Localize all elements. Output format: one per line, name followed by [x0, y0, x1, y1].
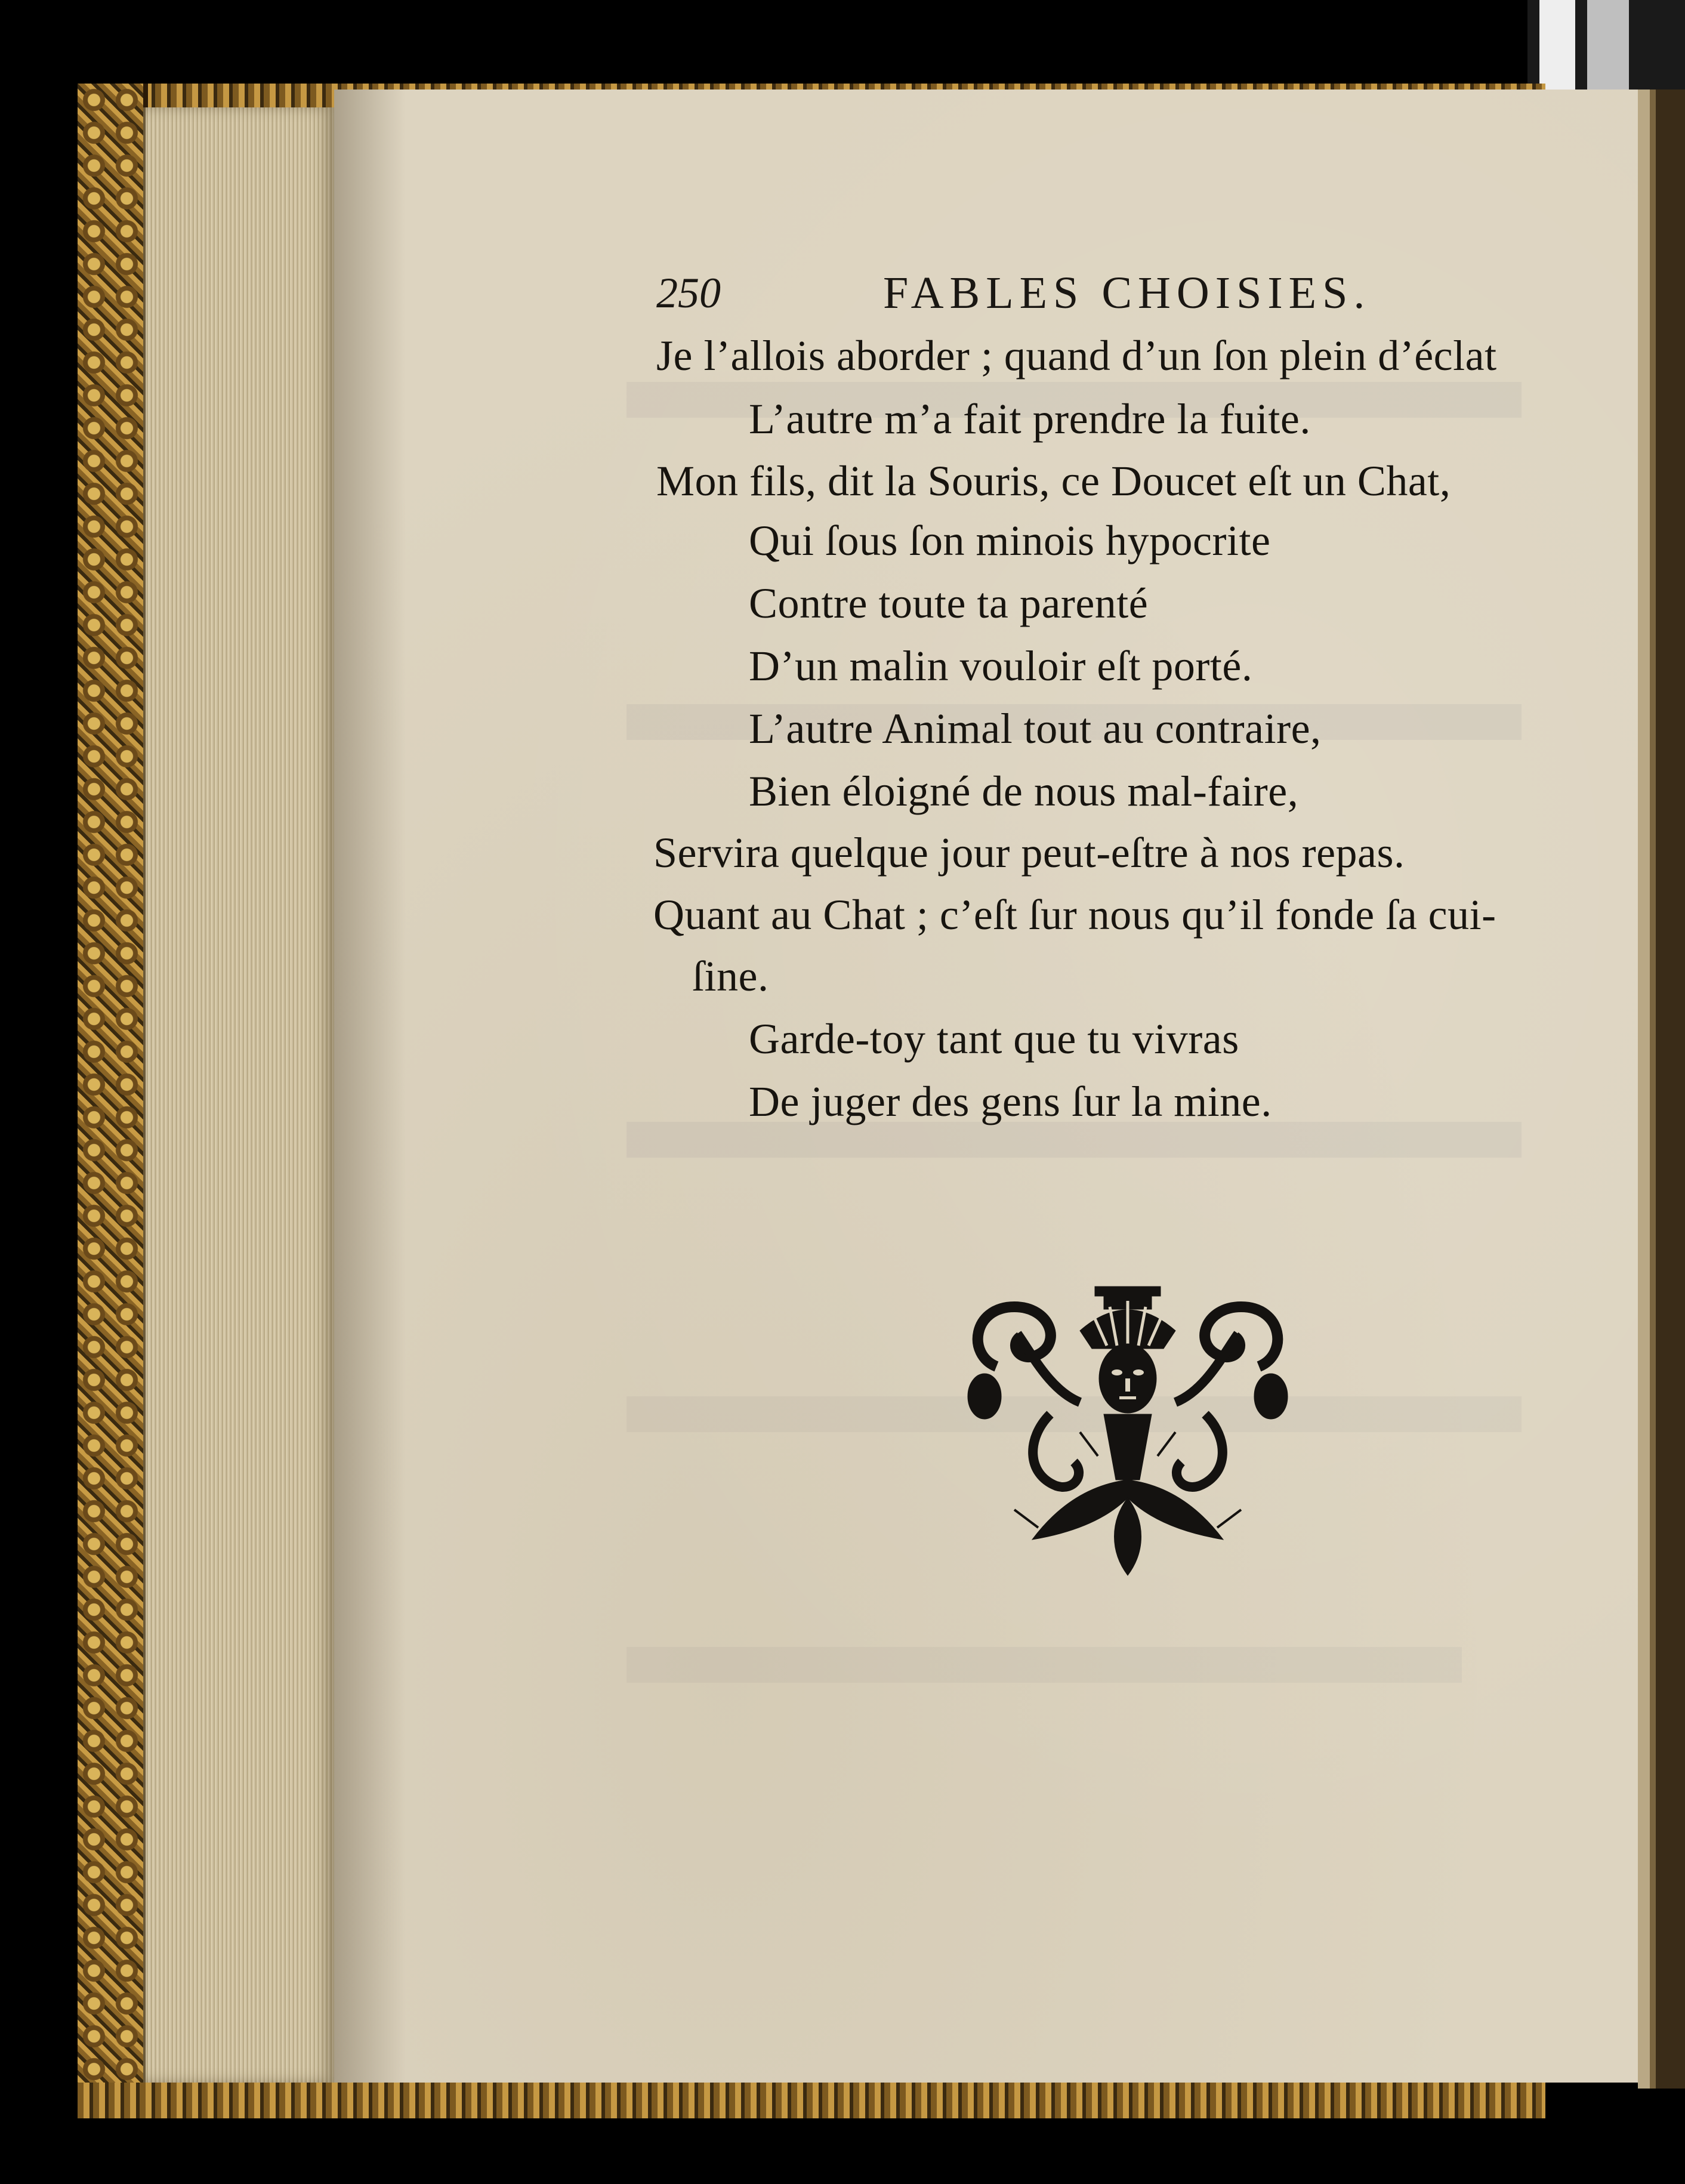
verse-line: Qui ſous ſon minois hypocrite — [749, 517, 1271, 564]
verse-line: Bien éloigné de nous mal-faire, — [749, 767, 1299, 815]
verse-line: L’autre Animal tout au contraire, — [749, 705, 1322, 752]
verse-line: Mon fils, dit la Souris, ce Doucet eſt un Chat, — [656, 457, 1451, 505]
verse-line: De juger des gens ſur la mine. — [749, 1078, 1272, 1125]
verse-line: Je l’allois aborder ; quand d’un ſon plein d’éclat — [656, 332, 1497, 380]
verse-line: D’un malin vouloir eſt porté. — [749, 642, 1253, 690]
verse-line: Servira quelque jour peut-eſtre à nos repas. — [653, 829, 1405, 877]
page-number: 250 — [656, 269, 721, 317]
verse-line: ſine. — [692, 952, 769, 1000]
running-title: FABLES CHOISIES. — [883, 268, 1371, 318]
verse-line: Contre toute ta parenté — [749, 579, 1149, 627]
verse-line: L’autre m’a fait prendre la fuite. — [749, 395, 1311, 443]
printers-ornament-icon — [961, 1283, 1295, 1587]
verse-line: Garde-toy tant que tu vivras — [749, 1015, 1239, 1063]
verse-line: Quant au Chat ; c’eſt ſur nous qu’il fonde ſa cui- — [653, 891, 1496, 939]
